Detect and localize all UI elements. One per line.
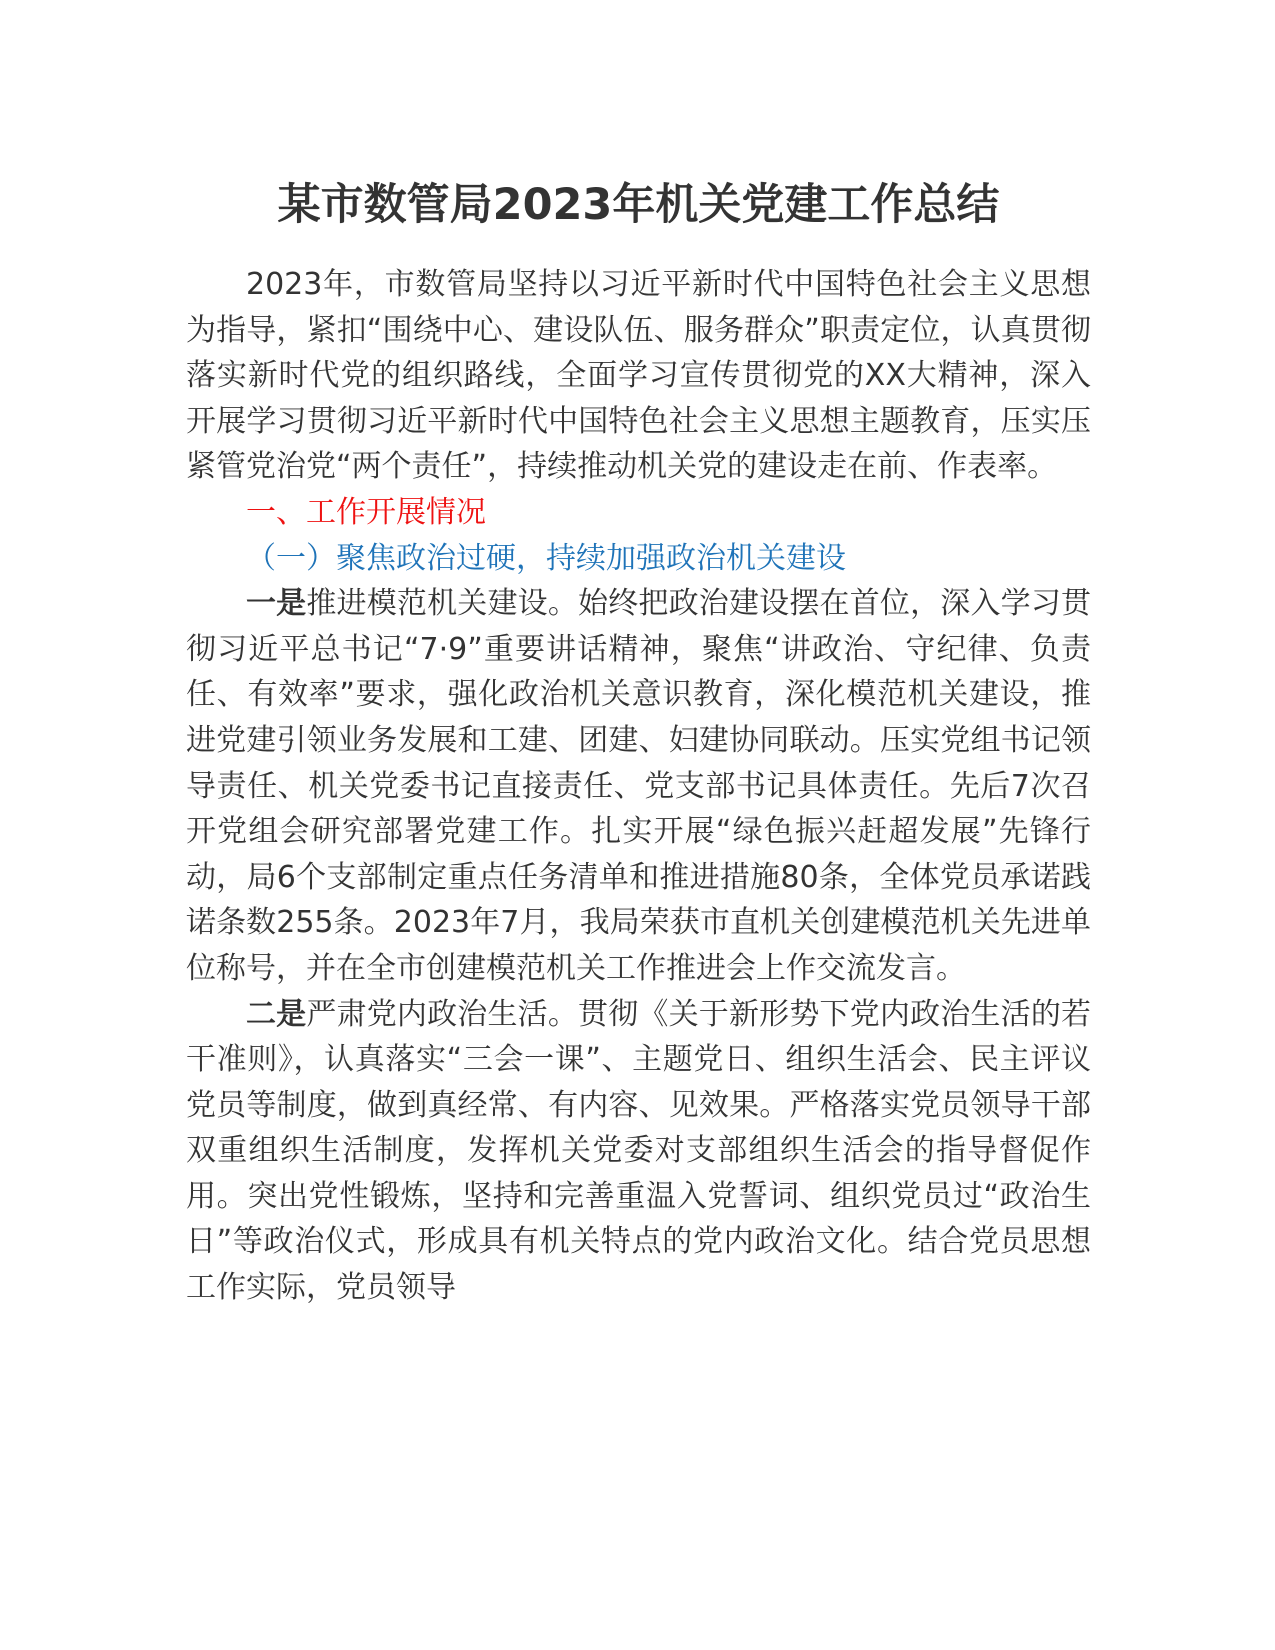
item-paragraph-2 (186, 992, 1091, 1311)
section-heading: 一、工作开展情况 (246, 494, 486, 530)
item-2-lead: 二是 (246, 996, 307, 1032)
document-title: 某市数管局2023年机关党建工作总结 (277, 180, 1000, 230)
item-1-lead: 一是 (246, 586, 307, 622)
item-paragraph-1 (186, 581, 1091, 991)
item-1-text: 推进模范机关建设。始终把政治建设摆在首位，深入学习贯彻习近平总书记“7·9”重要讲话精神，聚焦“讲政治、守纪律、负责任、有效率”要求，强化政治机关意识教育，深化模范机关建设，推进党建引领业务发展和工建、团建、妇建协同联动。压实党组书记领导责任、机关党委书记直接责任、党支部书记具体责任。先后7次召开党组会研究部署党建工作。扎实开展“绿色振兴赶超发展”先锋行动，局6个支部制定重点任务清单和推进措施80条，全体党员承诺践诺条数255条。2023年7月，我局荣获市直机关创建模范机关先进单位称号，并在全市创建模范机关工作推进会上作交流发言。 (186, 586, 1092, 986)
item-2-text: 严肃党内政治生活。贯彻《关于新形势下党内政治生活的若干准则》，认真落实“三会一课”、主题党日、组织生活会、民主评议党员等制度，做到真经常、有内容、见效果。严格落实党员领导干部双重组织生活制度，发挥机关党委对支部组织生活会的指导督促作用。突出党性锻炼，坚持和完善重温入党誓词、组织党员过“政治生日”等政治仪式，形成具有机关特点的党内政治文化。结合党员思想工作实际，党员领导 (186, 996, 1092, 1306)
subsection-heading: （一）聚焦政治过硬，持续加强政治机关建设 (246, 540, 846, 576)
intro-paragraph: 2023年，市数管局坚持以习近平新时代中国特色社会主义思想为指导，紧扣“围绕中心、建设队伍、服务群众”职责定位，认真贯彻落实新时代党的组织路线，全面学习宣传贯彻党的XX大精神，深入开展学习贯彻习近平新时代中国特色社会主义思想主题教育，压实压紧管党治党“两个责任”，持续推动机关党的建设走在前、作表率。 (186, 267, 1091, 485)
document-page (186, 170, 1091, 1311)
